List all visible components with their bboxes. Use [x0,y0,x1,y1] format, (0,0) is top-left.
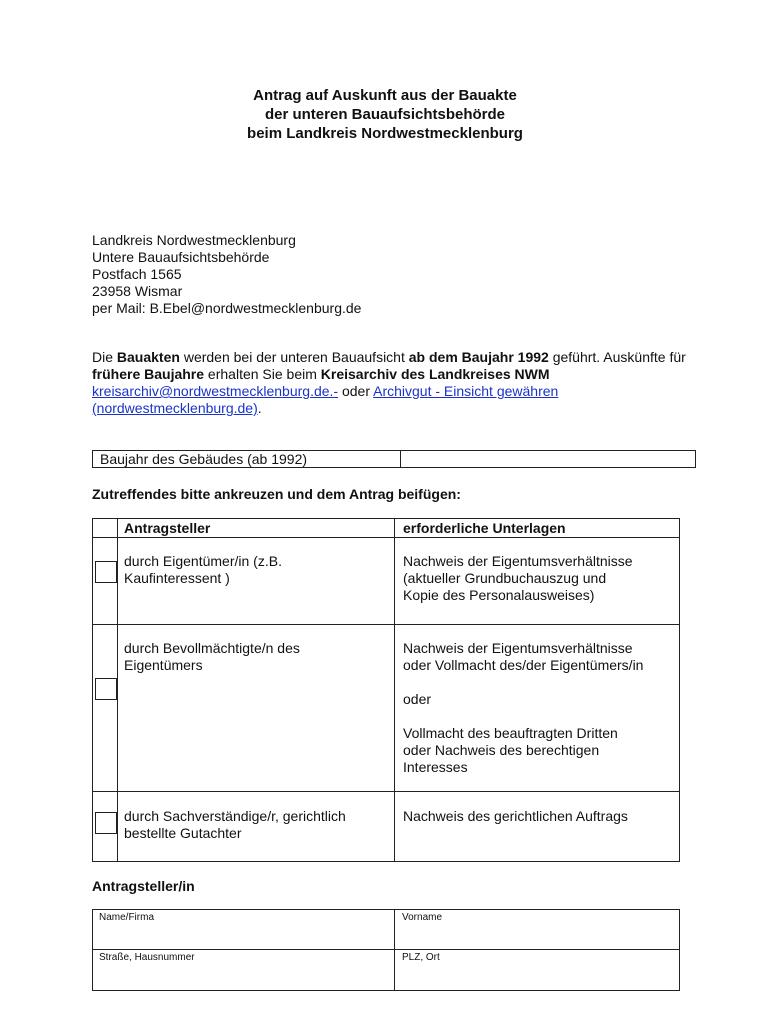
info-text: . [257,400,262,416]
documents-cell [403,808,628,825]
applicant-text: bestellte Gutachter [124,825,242,841]
applicant-text: Kaufinteressent ) [124,570,230,586]
column-divider [117,519,118,861]
title-line-1: Antrag auf Auskunft aus der Bauakte [253,87,517,104]
document-text: Interesses [403,759,468,775]
documents-cell [403,640,643,776]
requirements-table [92,518,680,862]
row-divider [93,949,679,950]
table-row [93,538,679,625]
document-text: oder Nachweis des berechtigen [403,742,600,758]
street-field-label: Straße, Hausnummer [99,952,195,963]
applicant-text: durch Bevollmächtigte/n des [124,640,300,656]
address-email: per Mail: B.Ebel@nordwestmecklenburg.de [92,300,362,316]
applicant-text: durch Eigentümer/in (z.B. [124,553,282,569]
table-header-row [93,519,679,538]
construction-year-label: Baujahr des Gebäudes (ab 1992) [93,451,401,467]
document-text: Kopie des Personalausweises) [403,587,595,603]
table-row [93,792,679,861]
recipient-address [92,232,361,317]
info-paragraph [92,349,692,417]
document-text: Nachweis der Eigentumsverhältnisse [403,640,633,656]
header-documents: erforderliche Unterlagen [403,520,566,536]
header-applicant: Antragsteller [124,520,211,536]
column-divider [394,910,395,990]
address-line-2: Untere Bauaufsichtsbehörde [92,249,270,265]
title-line-3: beim Landkreis Nordwestmecklenburg [247,125,523,142]
document-text: oder Vollmacht des/der Eigentümers/in [403,657,644,673]
city-field-label: PLZ, Ort [402,952,440,963]
document-title [0,86,770,143]
checkbox-expert[interactable] [95,812,117,834]
checkbox-authorized-representative[interactable] [95,678,117,700]
checkbox-owner[interactable] [95,561,117,583]
instruction-text: Zutreffendes bitte ankreuzen und dem Antrag beifügen: [92,486,461,502]
applicant-text: durch Sachverständige/r, gerichtlich [124,808,346,824]
document-text: Nachweis des gerichtlichen Auftrags [403,808,628,824]
documents-cell [403,553,633,604]
document-text: Vollmacht des beauftragten Dritten [403,725,618,741]
construction-year-field[interactable] [401,451,695,467]
info-bold: ab dem Baujahr 1992 [408,349,549,365]
address-line-3: Postfach 1565 [92,266,182,282]
archivgut-link[interactable]: Archivgut - Einsicht gewähren (nordwestmecklenburg.de) [92,383,559,416]
table-row [93,625,679,792]
document-text: (aktueller Grundbuchauszug und [403,570,607,586]
kreisarchiv-email-link[interactable]: kreisarchiv@nordwestmecklenburg.de.- [92,383,339,399]
document-text: Nachweis der Eigentumsverhältnisse [403,553,633,569]
document-text: oder [403,691,432,707]
applicant-text: Eigentümers [124,657,203,673]
info-text: geführt. Auskünfte für [548,349,686,365]
info-text: Die [92,349,117,365]
applicant-cell [124,553,282,587]
info-bold: Bauakten [116,349,180,365]
construction-year-table [92,450,696,468]
title-line-2: der unteren Bauaufsichtsbehörde [264,106,506,123]
column-divider [394,519,395,861]
applicant-form [92,909,680,991]
info-bold: Kreisarchiv des Landkreises NWM [320,366,550,382]
address-line-4: 23958 Wismar [92,283,183,299]
applicant-cell [124,640,300,674]
applicant-cell [124,808,346,842]
info-text: werden bei der unteren Bauaufsicht [179,349,409,365]
name-field-label: Name/Firma [99,912,155,923]
applicant-section-label: Antragsteller/in [92,878,195,894]
first-name-field-label: Vorname [402,912,443,923]
info-text: oder [338,383,374,399]
address-line-1: Landkreis Nordwestmecklenburg [92,232,296,248]
info-bold: frühere Baujahre [92,366,205,382]
info-text: erhalten Sie beim [204,366,321,382]
